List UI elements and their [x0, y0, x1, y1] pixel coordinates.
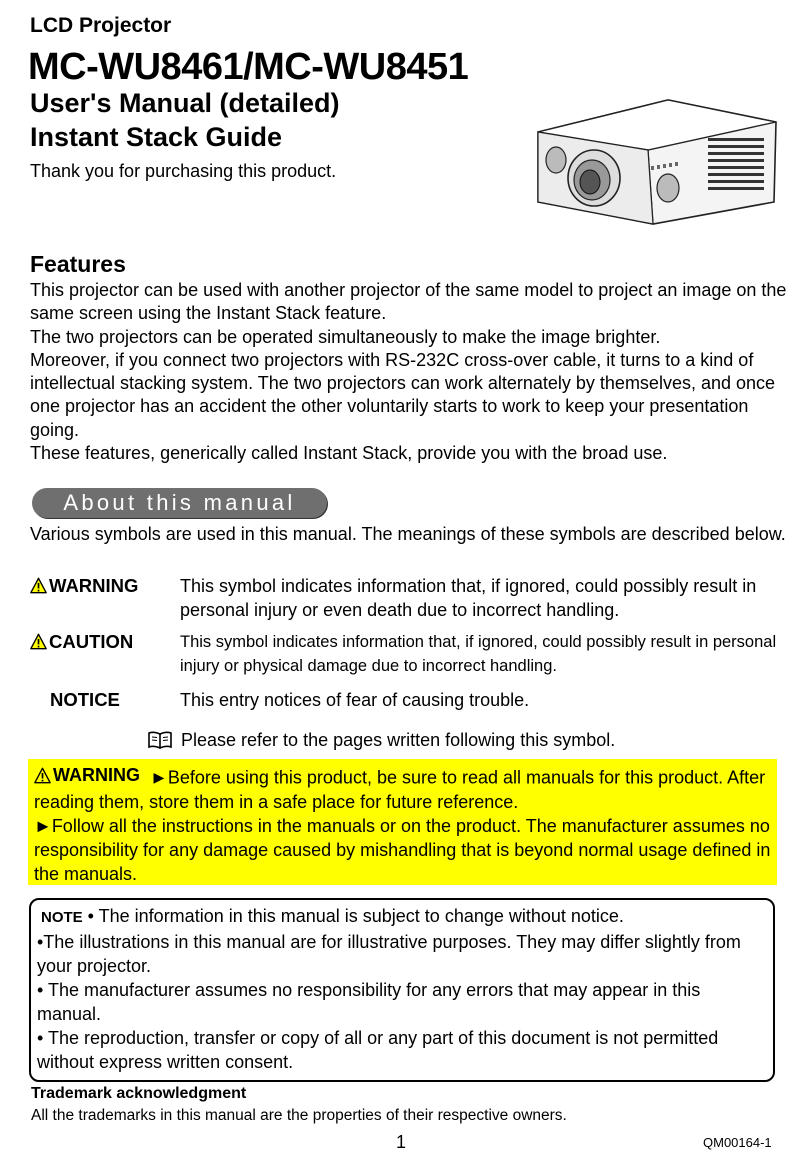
note-item: •The illustrations in this manual are for illustrative purposes. They may differ slightly from your projector.: [37, 932, 741, 976]
features-paragraph: The two projectors can be operated simultaneously to make the image brighter.: [30, 326, 661, 347]
book-icon: [148, 731, 172, 749]
warning-triangle-icon: [34, 767, 51, 784]
reference-text: Please refer to the pages written following this symbol.: [181, 730, 616, 750]
trademark-heading: Trademark acknowledgment: [31, 1085, 247, 1102]
model-title: MC-WU8461/MC-WU8451: [28, 46, 469, 88]
features-paragraph: This projector can be used with another projector of the same model to project an image on the same screen using the Instant Stack feature.: [30, 280, 787, 324]
about-intro: Various symbols are used in this manual. The meanings of these symbols are described below.: [30, 524, 786, 544]
features-body: [30, 279, 790, 465]
note-item-text: • The information in this manual is subject to change without notice.: [82, 906, 624, 926]
notice-label: NOTICE: [50, 689, 120, 710]
about-section-heading: About this manual: [32, 488, 327, 518]
guide-subtitle: Instant Stack Guide: [30, 122, 283, 152]
notice-description: This entry notices of fear of causing trouble.: [180, 690, 530, 710]
warning-box-line-1: ►Before using this product, be sure to read all manuals for this product. After reading them, store them in a safe place for future reference.: [34, 767, 766, 812]
features-heading: Features: [30, 251, 126, 277]
trademark-body: All the trademarks in this manual are the properties of their respective owners.: [31, 1107, 567, 1124]
note-label: NOTE: [41, 909, 83, 926]
features-paragraph: These features, generically called Instant Stack, provide you with the broad use.: [30, 443, 668, 464]
page-number: 1: [396, 1132, 407, 1152]
warning-box-label-text: WARNING: [53, 765, 140, 785]
warning-triangle-icon: [30, 633, 47, 650]
note-box: [29, 898, 775, 1082]
caution-label: [30, 630, 180, 678]
symbol-row-warning: [30, 574, 790, 622]
caution-label-text: CAUTION: [49, 631, 134, 652]
manual-subtitle: User's Manual (detailed): [30, 88, 340, 118]
warning-box-line-2: ►Follow all the instructions in the manuals or on the product. The manufacturer assumes no responsibility for any damage caused by mishandling that is beyond normal usage defined in the manuals.: [34, 815, 771, 884]
note-item: [37, 904, 765, 930]
note-item: • The manufacturer assumes no responsibility for any errors that may appear in this manual.: [37, 980, 701, 1024]
warning-triangle-icon: [30, 577, 47, 594]
features-paragraph: Moreover, if you connect two projectors with RS-232C cross-over cable, it turns to a kind of intellectual stacking system. The two projectors can work alternately by themselves, and once one projector has an accident the other voluntarily starts to work to keep your presentation going.: [30, 349, 776, 440]
caution-description: This symbol indicates information that, if ignored, could possibly result in personal injury or physical damage due to incorrect handling.: [180, 633, 777, 675]
warning-box: [28, 759, 777, 885]
product-category: LCD Projector: [30, 14, 172, 37]
warning-description: This symbol indicates information that, if ignored, could possibly result in personal injury or even death due to incorrect handling.: [180, 576, 757, 620]
symbol-row-notice: [30, 688, 790, 712]
reference-row: [148, 728, 615, 752]
warning-box-label: [34, 763, 140, 787]
warning-label: [30, 574, 180, 622]
document-code: QM00164-1: [703, 1135, 772, 1150]
warning-label-text: WARNING: [49, 575, 139, 596]
projector-illustration: [518, 92, 780, 228]
thanks-text: Thank you for purchasing this product.: [30, 161, 337, 181]
note-item: • The reproduction, transfer or copy of all or any part of this document is not permitted without express written consent.: [37, 1028, 719, 1072]
symbol-row-caution: [30, 630, 790, 678]
